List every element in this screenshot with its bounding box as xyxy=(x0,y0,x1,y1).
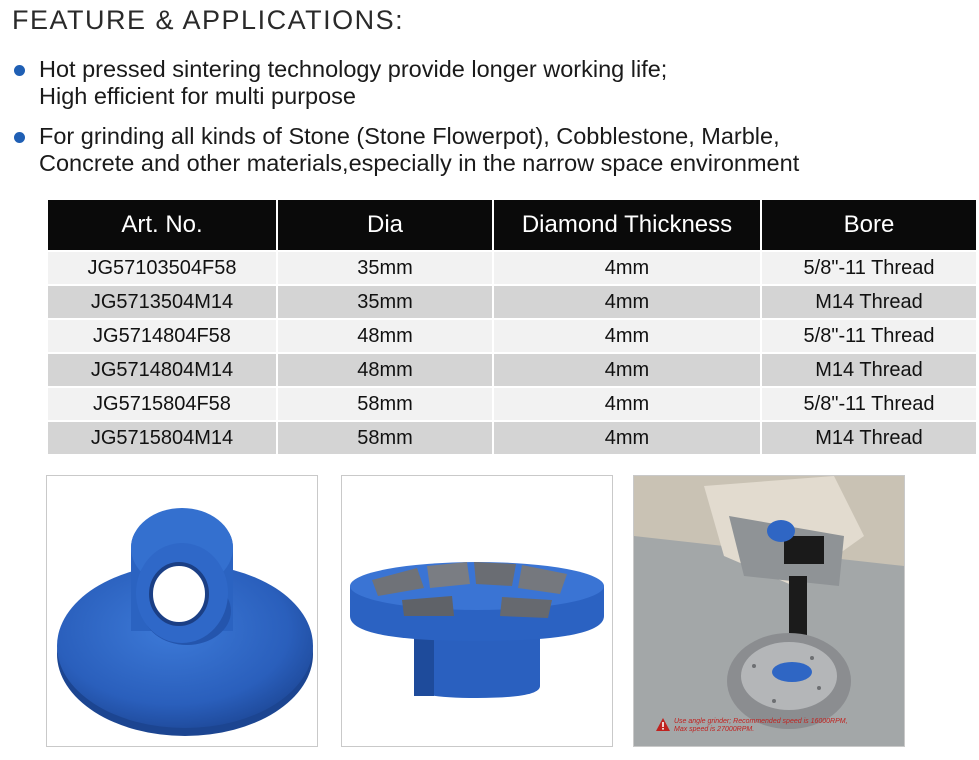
cup-wheel-side-illustration xyxy=(342,476,612,746)
table-header-row xyxy=(48,200,976,250)
cell-thickness: 4mm xyxy=(494,354,760,386)
warning-text-line: Max speed is 27000RPM. xyxy=(674,726,755,733)
cup-wheel-bottom-illustration xyxy=(47,476,317,746)
col-header-thickness: Diamond Thickness xyxy=(494,200,760,250)
table-row xyxy=(48,388,976,420)
cell-art-no: JG5715804M14 xyxy=(48,422,276,454)
cell-bore: 5/8"-11 Thread xyxy=(762,388,976,420)
product-photo-bottom-view xyxy=(46,475,318,747)
page-heading: FEATURE & APPLICATIONS: xyxy=(12,5,405,35)
cell-dia: 48mm xyxy=(278,354,492,386)
col-header-dia: Dia xyxy=(278,200,492,250)
cell-bore: 5/8"-11 Thread xyxy=(762,320,976,352)
table-row xyxy=(48,320,976,352)
cell-dia: 48mm xyxy=(278,320,492,352)
feature-item xyxy=(12,123,972,177)
col-header-art-no: Art. No. xyxy=(48,200,276,250)
cell-art-no: JG57103504F58 xyxy=(48,252,276,284)
warning-text-line: Use angle grinder; Recommended speed is 16000RPM, xyxy=(674,718,848,725)
cell-thickness: 4mm xyxy=(494,320,760,352)
cell-thickness: 4mm xyxy=(494,252,760,284)
cell-thickness: 4mm xyxy=(494,388,760,420)
table-row xyxy=(48,286,976,318)
table-row xyxy=(48,354,976,386)
product-photo-side-view xyxy=(341,475,613,747)
cell-thickness: 4mm xyxy=(494,422,760,454)
cell-bore: M14 Thread xyxy=(762,422,976,454)
application-photo-grinder xyxy=(633,475,905,747)
bullet-dot-icon xyxy=(14,65,25,76)
bullet-dot-icon xyxy=(14,132,25,143)
cell-art-no: JG5713504M14 xyxy=(48,286,276,318)
cell-thickness: 4mm xyxy=(494,286,760,318)
cell-dia: 58mm xyxy=(278,388,492,420)
cell-bore: 5/8"-11 Thread xyxy=(762,252,976,284)
spec-table xyxy=(46,198,978,456)
grinder-usage-illustration xyxy=(634,476,904,746)
table-row xyxy=(48,422,976,454)
feature-line: Concrete and other materials,especially in the narrow space environment xyxy=(39,150,800,176)
feature-line: For grinding all kinds of Stone (Stone Flowerpot), Cobblestone, Marble, xyxy=(39,123,780,149)
feature-line: High efficient for multi purpose xyxy=(39,83,356,109)
cell-art-no: JG5715804F58 xyxy=(48,388,276,420)
cell-dia: 58mm xyxy=(278,422,492,454)
feature-line: Hot pressed sintering technology provide longer working life; xyxy=(39,56,668,82)
col-header-bore: Bore xyxy=(762,200,976,250)
cell-dia: 35mm xyxy=(278,252,492,284)
warning-triangle-icon xyxy=(656,718,670,731)
cell-art-no: JG5714804M14 xyxy=(48,354,276,386)
cell-bore: M14 Thread xyxy=(762,354,976,386)
cell-bore: M14 Thread xyxy=(762,286,976,318)
feature-list xyxy=(12,56,972,190)
usage-warning xyxy=(656,718,896,734)
cell-dia: 35mm xyxy=(278,286,492,318)
table-row xyxy=(48,252,976,284)
cell-art-no: JG5714804F58 xyxy=(48,320,276,352)
feature-item xyxy=(12,56,972,110)
